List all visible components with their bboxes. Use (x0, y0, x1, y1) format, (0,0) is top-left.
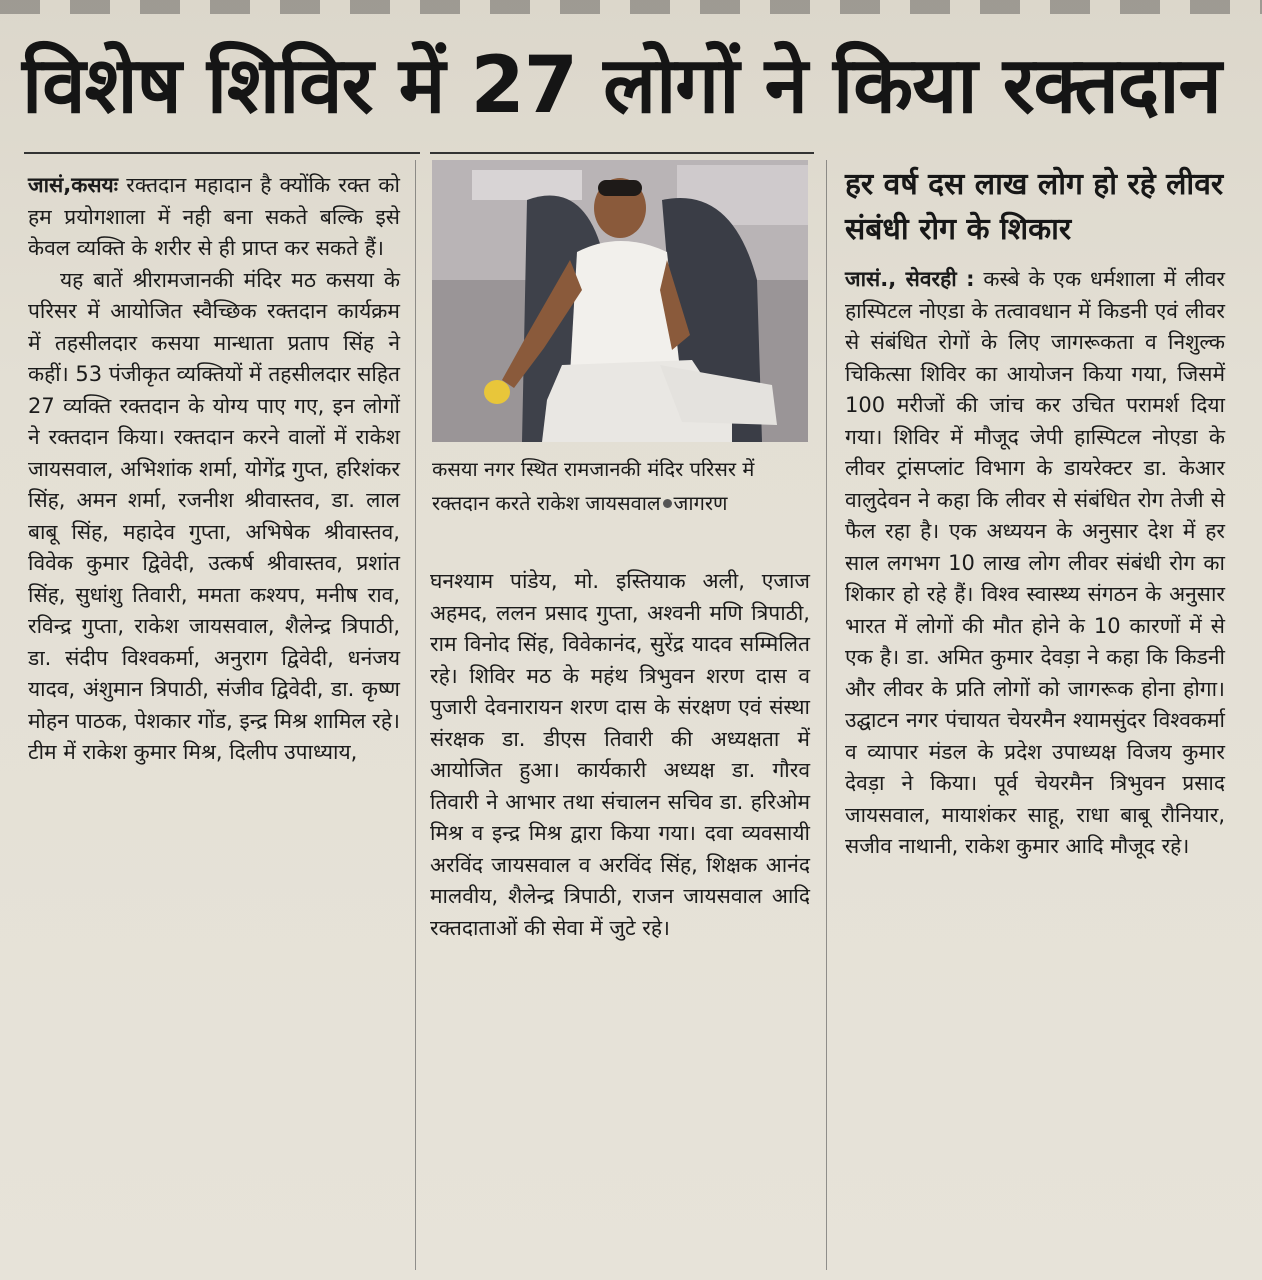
left-para-2: यह बातें श्रीरामजानकी मंदिर मठ कसया के परिसर में आयोजित स्वैच्छिक रक्तदान कार्यक्रम में तहसीलदार कसया मान्धाता प्रताप सिंह ने कहीं। 53 पंजीकृत व्यक्तियों में तहसीलदार सहित 27 व्यक्ति रक्तदान के योग्य पाए गए, इन लोगों ने रक्तदान किया। रक्तदान करने वालों में राकेश जायसवाल, अभिशांक शर्मा, योगेंद्र गुप्त, हरिशंकर सिंह, अमन शर्मा, रजनीश श्रीवास्तव, डा. लाल बाबू सिंह, महादेव गुप्ता, अभिषेक श्रीवास्तव, विवेक कुमार द्विवेदी, उत्कर्ष श्रीवास्तव, प्रशांत सिंह, सुधांशु तिवारी, ममता कश्यप, मनीष राव, रविन्द्र गुप्ता, राकेश जायसवाल, शैलेन्द्र त्रिपाठी, डा. संदीप विश्वकर्मा, अनुराग द्विवेदी, धनंजय यादव, अंशुमान त्रिपाठी, संजीव द्विवेदी, डा. कृष्ण मोहन पाठक, पेशकार गोंड, इन्द्र मिश्र शामिल रहे। टीम में राकेश कुमार मिश्र, दिलीप उपाध्याय, (28, 267, 400, 764)
headline: विशेष शिविर में 27 लोगों ने किया रक्तदान (22, 41, 1221, 131)
caption-credit: जागरण (673, 491, 728, 515)
secondary-headline: हर वर्ष दस लाख लोग हो रहे लीवर संबंधी रोग के शिकार (845, 167, 1224, 247)
photo-illustration (432, 160, 808, 442)
middle-column-rule (430, 152, 814, 154)
left-column-rule (24, 152, 420, 154)
right-dateline: जासं., सेवरही : (845, 267, 975, 291)
photo-caption (432, 452, 812, 520)
left-para-1: रक्तदान महादान है क्योंकि रक्त को हम प्रयोगशाला में नही बना सकते बल्कि इसे केवल व्यक्ति के शरीर से ही प्राप्त कर सकते हैं। (28, 173, 400, 260)
column-divider-right (826, 160, 827, 1270)
middle-para: घनश्याम पांडेय, मो. इस्तियाक अली, एजाज अहमद, ललन प्रसाद गुप्ता, अश्वनी मणि त्रिपाठी, राम विनोद सिंह, विवेकानंद, सुरेंद्र यादव सम्मिलित रहे। शिविर मठ के महंथ त्रिभुवन शरण दास व पुजारी देवनारायन शरण दास के संरक्षण एवं संस्था संरक्षक डा. डीएस तिवारी की अध्यक्षता में आयोजित हुआ। कार्यकारी अध्यक्ष डा. गौरव तिवारी ने आभार तथा संचालन सचिव डा. हरिओम मिश्र व इन्द्र मिश्र द्वारा किया गया। दवा व्यवसायी अरविंद जायसवाल व अरविंद सिंह, शिक्षक आनंद मालवीय, शैलेन्द्र त्रिपाठी, राजन जायसवाल आदि रक्तदाताओं की सेवा में जुटे रहे। (430, 569, 810, 940)
left-dateline: जासं,कसयः (28, 173, 118, 197)
blood-donor-photo (432, 160, 808, 442)
middle-column (430, 566, 810, 944)
left-column (28, 170, 400, 769)
column-divider-left (415, 160, 416, 1270)
caption-text: कसया नगर स्थित रामजानकी मंदिर परिसर में रक्तदान करते राकेश जायसवाल (432, 457, 755, 515)
right-para: कस्बे के एक धर्मशाला में लीवर हास्पिटल नोएडा के तत्वावधान में किडनी एवं लीवर से संबंधित रोगों के लिए जागरूकता व निशुल्क चिकित्सा शिविर का आयोजन किया गया, जिसमें 100 मरीजों की जांच कर उचित परामर्श दिया गया। शिविर में मौजूद जेपी हास्पिटल नोएडा के लीवर ट्रांसप्लांट विभाग के डायरेक्टर डा. केआर वालुदेवन ने कहा कि लीवर से संबंधित रोग तेजी से फैल रहा है। एक अध्ययन के अनुसार देश में हर साल लगभग 10 लाख लोग लीवर संबंधी रोग का शिकार हो रहे हैं। विश्व स्वास्थ्य संगठन के अनुसार भारत में लोगों की मौत होने के 10 कारणों में से एक है। डा. अमित कुमार देवड़ा ने कहा कि किडनी और लीवर के प्रति लोगों को जागरूक होना होगा। उद्घाटन नगर पंचायत चेयरमैन श्यामसुंदर विश्वकर्मा व व्यापार मंडल के प्रदेश उपाध्यक्ष विजय कुमार देवड़ा ने किया। पूर्व चेयरमैन त्रिभुवन प्रसाद जायसवाल, मायाशंकर साहू, राधा बाबू रौनियार, सजीव नाथानी, राकेश कुमार आदि मौजूद रहे। (845, 267, 1225, 858)
previous-article-edge (0, 0, 1262, 14)
right-column (845, 264, 1225, 863)
bullet-icon (663, 499, 672, 508)
